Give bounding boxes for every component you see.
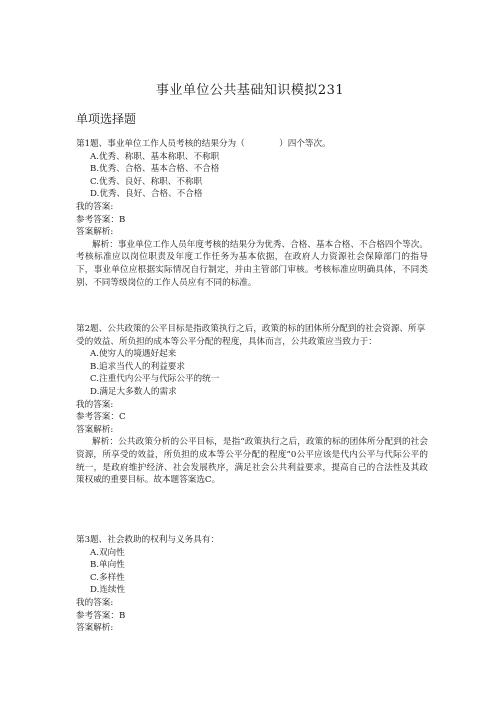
analysis-text: 解析：事业单位工作人员年度考核的结果分为优秀、合格、基本合格、不合格四个等次。考核标准应以岗位职责及年度工作任务为基本依据，在政府人力资源社会保障部门的指导下，事业单位应根据实际情况自行制定，并由主管部门审核。考核标准应明确具体，不同类别、不同等级岗位的工作人员应有不同的标准。	[76, 239, 428, 288]
analysis-label: 答案解析:	[76, 424, 114, 435]
page-title: 事业单位公共基础知识模拟231	[155, 83, 345, 98]
question-1	[76, 138, 428, 289]
option-list	[76, 547, 428, 597]
option-c: C.多样性	[90, 572, 125, 583]
question-stem: 第1题、事业单位工作人员考核的结果分为（ ）四个等次。	[76, 139, 331, 149]
section-heading: 单项选择题	[76, 112, 137, 126]
analysis-label: 答案解析:	[76, 227, 114, 238]
question-stem: 第2题、公共政策的公平目标是指政策执行之后，政策的标的团体所分配到的社会资源、所享受的效益、所负担的成本等公平分配的程度，具体而言，公共政策应当致力于：	[76, 324, 426, 347]
option-a: A.双向性	[90, 547, 125, 558]
reference-answer: 参考答案：B	[76, 214, 126, 225]
my-answer-label: 我的答案:	[76, 399, 114, 410]
reference-answer: 参考答案：C	[76, 412, 126, 423]
option-b: B.优秀、合格、基本合格、不合格	[90, 164, 220, 175]
option-list	[76, 151, 428, 201]
question-2	[76, 323, 428, 487]
my-answer-label: 我的答案:	[76, 201, 114, 212]
option-d: D.连续性	[90, 585, 126, 596]
option-d: D.满足大多数人的需求	[90, 386, 177, 397]
my-answer-label: 我的答案:	[76, 597, 114, 608]
option-c: C.优秀、良好、称职、不称职	[90, 176, 203, 187]
reference-answer: 参考答案：B	[76, 610, 126, 621]
option-list	[76, 348, 428, 398]
option-d: D.优秀、良好、合格、不合格	[90, 189, 203, 200]
analysis-text: 解析：公共政策分析的公平目标，是指“政策执行之后，政策的标的团体所分配到的社会资源，所享受的效益，所负担的成本等公平分配的程度”0公平应该是代内公平与代际公平的统一，是政府维护经济、社会发展秩序，满足社会公共利益要求，提高自己的合法性及其政策权威的重要目标。故本题答案选C。	[76, 437, 428, 486]
option-a: A.使穷人的境遇好起来	[90, 349, 177, 360]
option-b: B.单向性	[90, 560, 125, 571]
option-a: A.优秀、称职、基本称职、不称职	[90, 151, 220, 162]
question-3	[76, 534, 428, 635]
option-b: B.追求当代人的利益要求	[90, 361, 185, 372]
analysis-label: 答案解析:	[76, 623, 114, 634]
question-stem: 第3题、社会救助的权利与义务具有：	[76, 535, 219, 545]
option-c: C.注重代内公平与代际公平的统一	[90, 374, 220, 385]
